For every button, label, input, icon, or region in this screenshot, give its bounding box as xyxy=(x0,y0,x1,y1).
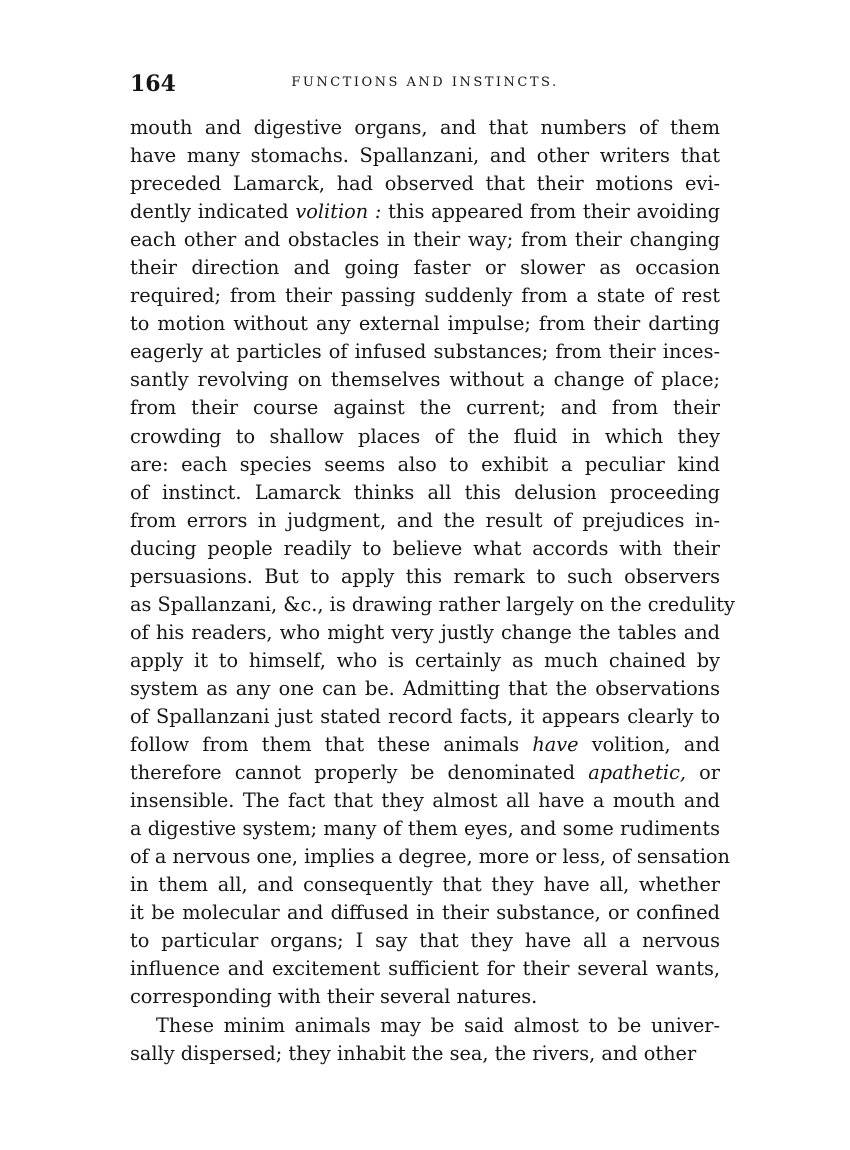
text-line: to motion without any external impulse; from their darting xyxy=(130,312,720,336)
text-line: insensible. The fact that they almost all have a mouth and xyxy=(130,789,720,813)
text-line: from errors in judgment, and the result of prejudices in- xyxy=(130,508,720,532)
text-line: ducing people readily to believe what accords with their xyxy=(130,536,720,560)
text-line: to particular organs; I say that they have all a nervous xyxy=(130,929,720,953)
text-line: corresponding with their several natures. xyxy=(130,985,538,1009)
text-line: These minim animals may be said almost to be univer- xyxy=(156,1013,720,1037)
italic-text: have xyxy=(532,733,579,757)
text-line: as Spallanzani, &c., is drawing rather largely on the credulity xyxy=(130,592,735,616)
text-line: mouth and digestive organs, and that numbers of them xyxy=(130,116,720,139)
italic-text: apathetic, xyxy=(588,761,687,785)
text-line: of his readers, who might very justly change the tables and xyxy=(130,620,720,644)
text-line: are: each species seems also to exhibit a peculiar kind xyxy=(130,452,720,476)
italic-text: volition : xyxy=(295,200,382,224)
text-line: follow from them that these animals have volition, and xyxy=(130,733,721,757)
text-line: of a nervous one, implies a degree, more or less, of sensation xyxy=(130,845,730,869)
text-line: sally dispersed; they inhabit the sea, the rivers, and other xyxy=(130,1041,697,1065)
text-line: of Spallanzani just stated record facts, it appears clearly to xyxy=(130,704,720,728)
text-line: a digestive system; many of them eyes, and some rudiments xyxy=(130,817,720,841)
text-line: have many stomachs. Spallanzani, and other writers that xyxy=(130,144,720,168)
text-line: required; from their passing suddenly from a state of rest xyxy=(130,284,720,308)
text-line: in them all, and consequently that they have all, whether xyxy=(130,873,720,897)
text-line: apply it to himself, who is certainly as much chained by xyxy=(130,648,720,672)
text-line: from their course against the current; and from their xyxy=(130,396,720,420)
running-head xyxy=(130,71,720,97)
text-line: it be molecular and diffused in their substance, or confined xyxy=(130,901,720,925)
text-line: eagerly at particles of infused substances; from their inces- xyxy=(130,340,720,364)
text-line: of instinct. Lamarck thinks all this delusion proceeding xyxy=(130,480,720,504)
text-line: santly revolving on themselves without a change of place; xyxy=(130,368,720,392)
text-line: preceded Lamarck, had observed that their motions evi- xyxy=(130,172,720,196)
text-line: influence and excitement sufficient for their several wants, xyxy=(130,957,720,981)
text-line: system as any one can be. Admitting that the observations xyxy=(130,676,720,700)
text-line: therefore cannot properly be denominated apathetic, or xyxy=(130,761,720,785)
running-title: FUNCTIONS AND INSTINCTS. xyxy=(291,75,559,90)
text-line: dently indicated volition : this appeared from their avoiding xyxy=(130,200,720,224)
text-line: each other and obstacles in their way; from their changing xyxy=(130,228,720,252)
text-line: crowding to shallow places of the fluid in which they xyxy=(130,424,720,448)
text-line: their direction and going faster or slower as occasion xyxy=(130,256,720,280)
body-text xyxy=(130,114,735,1068)
text-line: persuasions. But to apply this remark to such observers xyxy=(130,564,720,588)
page-number: 164 xyxy=(130,71,176,97)
